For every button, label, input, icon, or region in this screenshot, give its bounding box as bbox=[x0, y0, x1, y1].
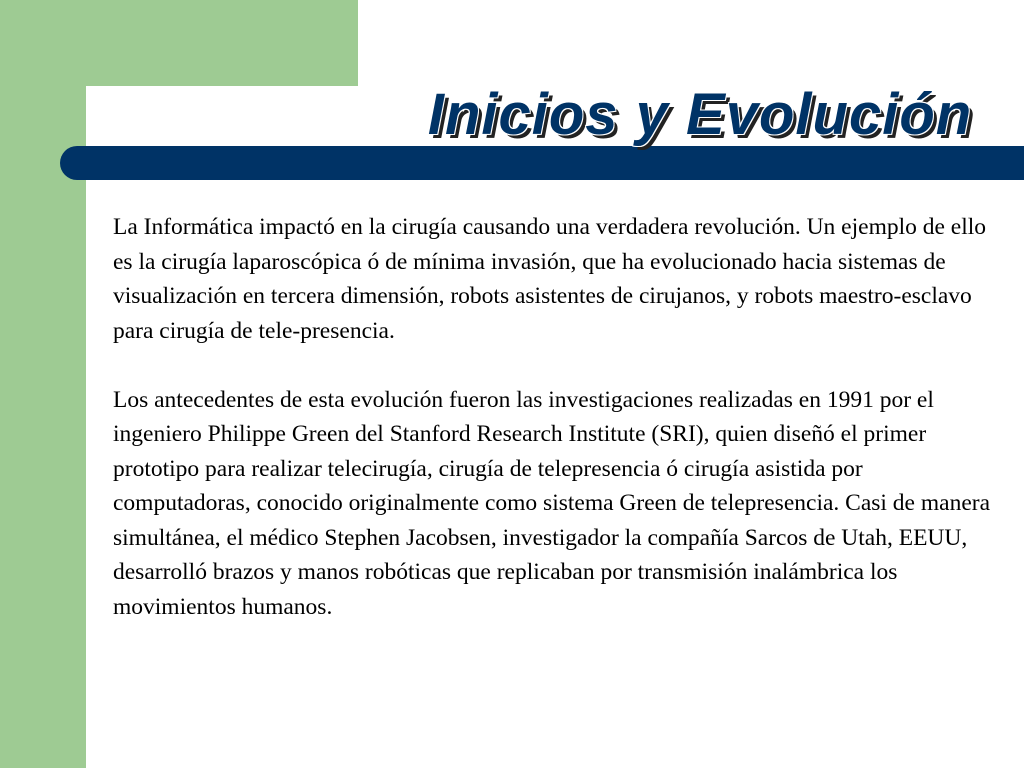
paragraph-intro: La Informática impactó en la cirugía causando una verdadera revolución. Un ejemplo de ello es la cirugía laparoscópica ó de mínima invasión, que ha evolucionado hacia sistemas de visualización en tercera dimensión, robots asistentes de cirujanos, y robots maestro-esclavo para cirugía de tele-presencia. bbox=[113, 214, 987, 344]
paragraph-history: Los antecedentes de esta evolución fueron las investigaciones realizadas en 1991 por el ingeniero Philippe Green del Stanford Research Institute (SRI), quien diseñó el primer prototipo para realizar telecirugía, cirugía de telepresencia ó cirugía asistida por computadoras, conocido originalmente como sistema Green de telepresencia. Casi de manera simultánea, el médico Stephen Jacobsen, investigador la compañía Sarcos de Utah, EEUU, desarrolló brazos y manos robóticas que replicaban por transmisión inalámbrica los movimientos humanos. bbox=[113, 386, 991, 620]
green-side-strip bbox=[0, 0, 86, 768]
green-top-block bbox=[0, 0, 358, 86]
title-underline-bar bbox=[60, 146, 1024, 180]
slide-title: Inicios y Evolución bbox=[427, 82, 973, 147]
slide-body bbox=[113, 210, 993, 659]
